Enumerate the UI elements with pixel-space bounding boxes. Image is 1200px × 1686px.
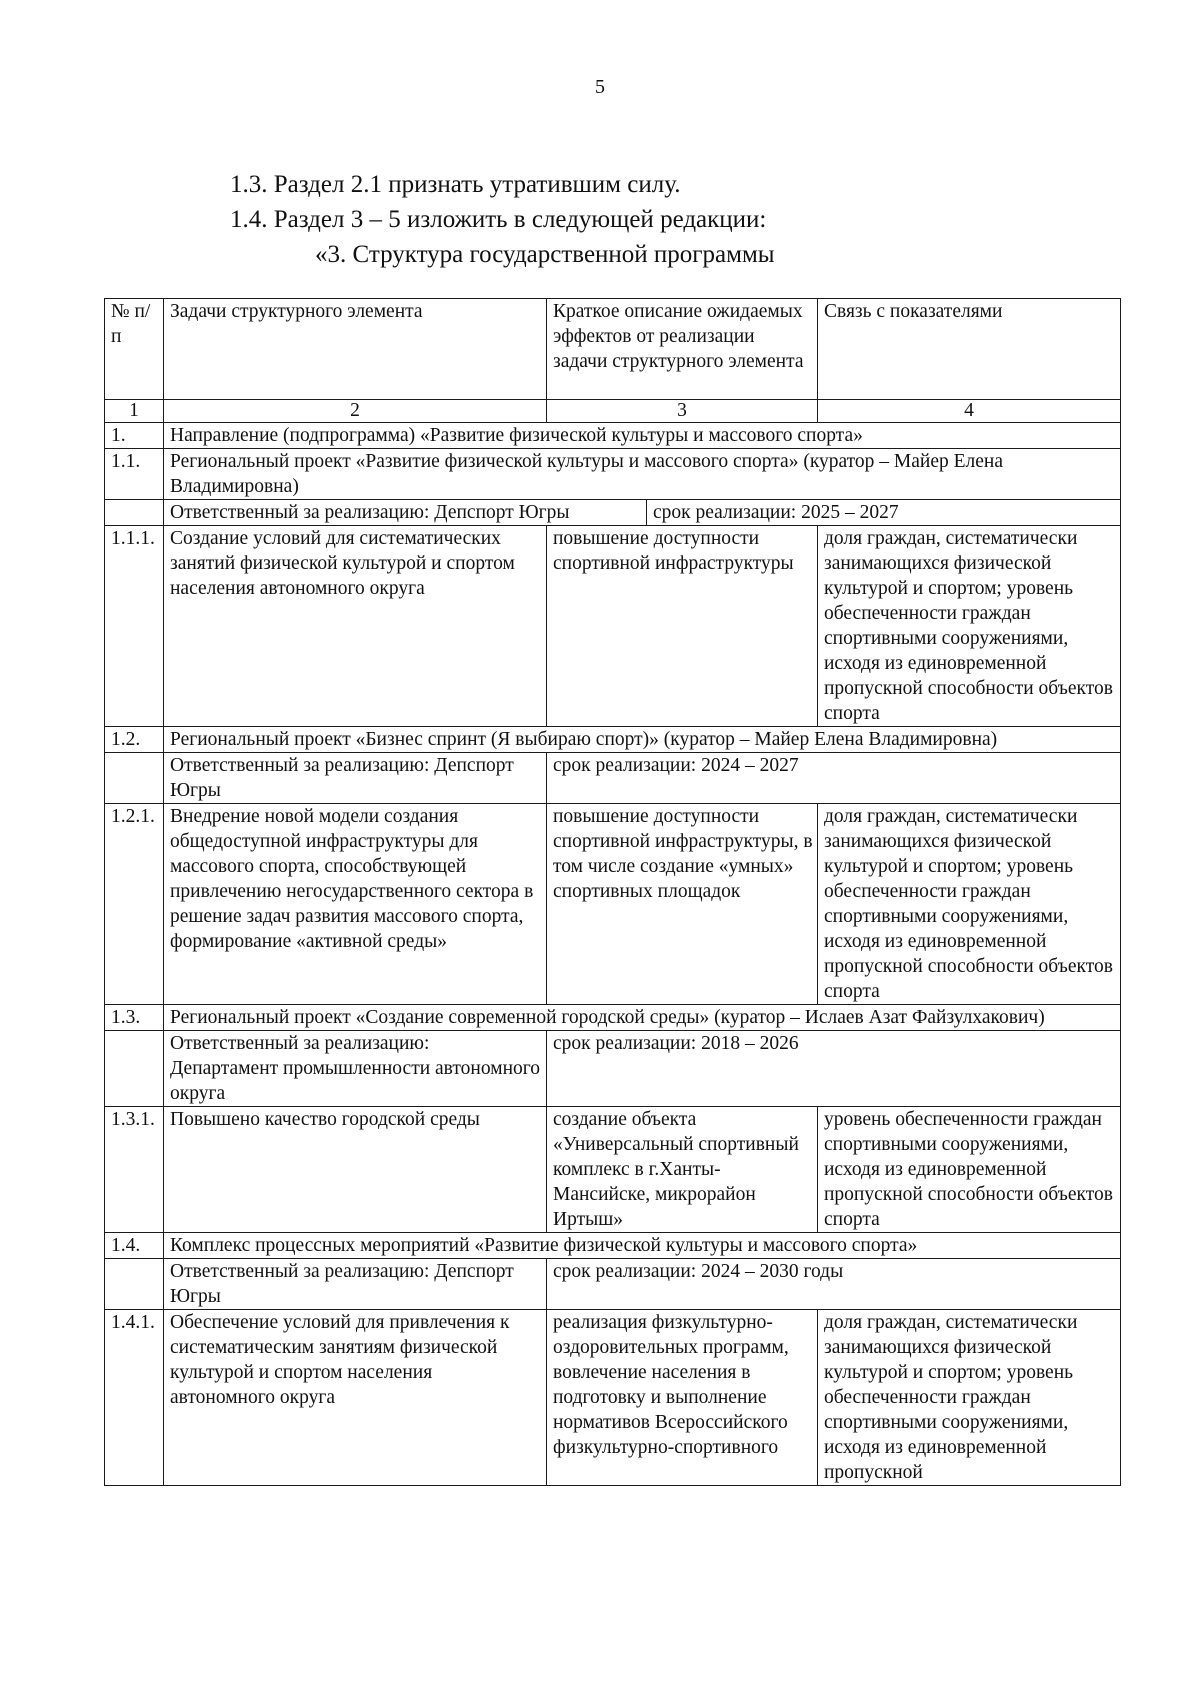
header-effects: Краткое описание ожидаемых эффектов от реализации задачи структурного элемента xyxy=(547,299,818,400)
column-number-1: 1 xyxy=(105,400,164,423)
row-number-empty xyxy=(105,1031,164,1107)
row-number: 1.3. xyxy=(105,1005,164,1031)
row-number: 1.4. xyxy=(105,1233,164,1259)
row-number: 1.4.1. xyxy=(105,1310,164,1486)
effect-cell: реализация физкультурно-оздоровительных программ, вовлечение населения в подготовку и выполнение нормативов Всероссийского физкультурно-спортивного xyxy=(547,1310,818,1486)
task-cell: Создание условий для систематических занятий физической культурой и спортом населения автономного округа xyxy=(164,526,547,727)
page-number: 5 xyxy=(595,76,605,98)
effect-cell: создание объекта «Универсальный спортивный комплекс в г.Ханты-Мансийске, микрорайон Иртыш» xyxy=(547,1107,818,1233)
term-text: срок реализации: 2024 – 2030 годы xyxy=(547,1259,1121,1310)
indicator-cell: доля граждан, систематически занимающихся физической культурой и спортом; уровень обеспеченности граждан спортивными сооружениями, исходя из единовременной пропускной способности объектов спорта xyxy=(818,804,1121,1005)
table-row xyxy=(105,753,1121,804)
row-number: 1.2. xyxy=(105,727,164,753)
process-complex-title: Комплекс процессных мероприятий «Развитие физической культуры и массового спорта» xyxy=(164,1233,1121,1259)
intro-line-2: 1.4. Раздел 3 – 5 изложить в следующей редакции: xyxy=(230,206,767,233)
table-row xyxy=(105,1310,1121,1486)
responsible-text: Ответственный за реализацию: Департамент промышленности автономного округа xyxy=(164,1031,547,1107)
term-text: срок реализации: 2025 – 2027 xyxy=(653,502,899,523)
table-row xyxy=(105,1107,1121,1233)
effect-cell: повышение доступности спортивной инфраструктуры, в том числе создание «умных» спортивных площадок xyxy=(547,804,818,1005)
table-header-row xyxy=(105,299,1121,400)
intro-line-1: 1.3. Раздел 2.1 признать утратившим силу. xyxy=(230,171,681,198)
table-row xyxy=(105,1233,1121,1259)
indicator-cell: уровень обеспеченности граждан спортивными сооружениями, исходя из единовременной пропускной способности объектов спорта xyxy=(818,1107,1121,1233)
project-title: Региональный проект «Создание современной городской среды» (куратор – Ислаев Азат Файзулхакович) xyxy=(164,1005,1121,1031)
responsible-cell xyxy=(164,500,1121,526)
project-title: Региональный проект «Бизнес спринт (Я выбираю спорт)» (куратор – Майер Елена Владимировна) xyxy=(164,727,1121,753)
column-number-4: 4 xyxy=(818,400,1121,423)
table-row xyxy=(105,804,1121,1005)
row-number-empty xyxy=(105,753,164,804)
column-number-row xyxy=(105,400,1121,423)
term-text: срок реализации: 2024 – 2027 xyxy=(547,753,1121,804)
indicator-cell: доля граждан, систематически занимающихся физической культурой и спортом; уровень обеспеченности граждан спортивными сооружениями, исходя из единовременной пропускной способности объектов спорта xyxy=(818,526,1121,727)
table-row xyxy=(105,727,1121,753)
task-cell: Обеспечение условий для привлечения к систематическим занятиям физической культурой и спортом населения автономного округа xyxy=(164,1310,547,1486)
section-title: «3. Структура государственной программы xyxy=(315,241,775,268)
column-number-2: 2 xyxy=(164,400,547,423)
row-number: 1.2.1. xyxy=(105,804,164,1005)
table-row xyxy=(105,423,1121,449)
effect-cell: повышение доступности спортивной инфраструктуры xyxy=(547,526,818,727)
responsible-text: Ответственный за реализацию: Депспорт Югры xyxy=(164,500,647,525)
indicator-cell: доля граждан, систематически занимающихся физической культурой и спортом; уровень обеспеченности граждан спортивными сооружениями, исходя из единовременной пропускной xyxy=(818,1310,1121,1486)
responsible-text: Ответственный за реализацию: Депспорт Югры xyxy=(164,1259,547,1310)
task-cell: Внедрение новой модели создания общедоступной инфраструктуры для массового спорта, способствующей привлечению негосударственного сектора в решение задач развития массового спорта, формирование «активной среды» xyxy=(164,804,547,1005)
header-num: № п/п xyxy=(105,299,164,400)
header-tasks: Задачи структурного элемента xyxy=(164,299,547,400)
row-number: 1.3.1. xyxy=(105,1107,164,1233)
term-text: срок реализации: 2018 – 2026 xyxy=(547,1031,1121,1107)
row-number-empty xyxy=(105,1259,164,1310)
row-number: 1.1.1. xyxy=(105,526,164,727)
row-number: 1.1. xyxy=(105,449,164,500)
table-row xyxy=(105,1005,1121,1031)
column-number-3: 3 xyxy=(547,400,818,423)
direction-title: Направление (подпрограмма) «Развитие физической культуры и массового спорта» xyxy=(164,423,1121,449)
table-row xyxy=(105,1259,1121,1310)
table-row xyxy=(105,1031,1121,1107)
row-number-empty xyxy=(105,500,164,526)
task-cell: Повышено качество городской среды xyxy=(164,1107,547,1233)
project-title: Региональный проект «Развитие физической культуры и массового спорта» (куратор – Майер Елена Владимировна) xyxy=(164,449,1121,500)
row-number: 1. xyxy=(105,423,164,449)
responsible-text: Ответственный за реализацию: Депспорт Югры xyxy=(164,753,547,804)
header-link: Связь с показателями xyxy=(818,299,1121,400)
table-row xyxy=(105,526,1121,727)
table-row xyxy=(105,500,1121,526)
program-structure-table xyxy=(104,298,1121,1486)
table-row xyxy=(105,449,1121,500)
